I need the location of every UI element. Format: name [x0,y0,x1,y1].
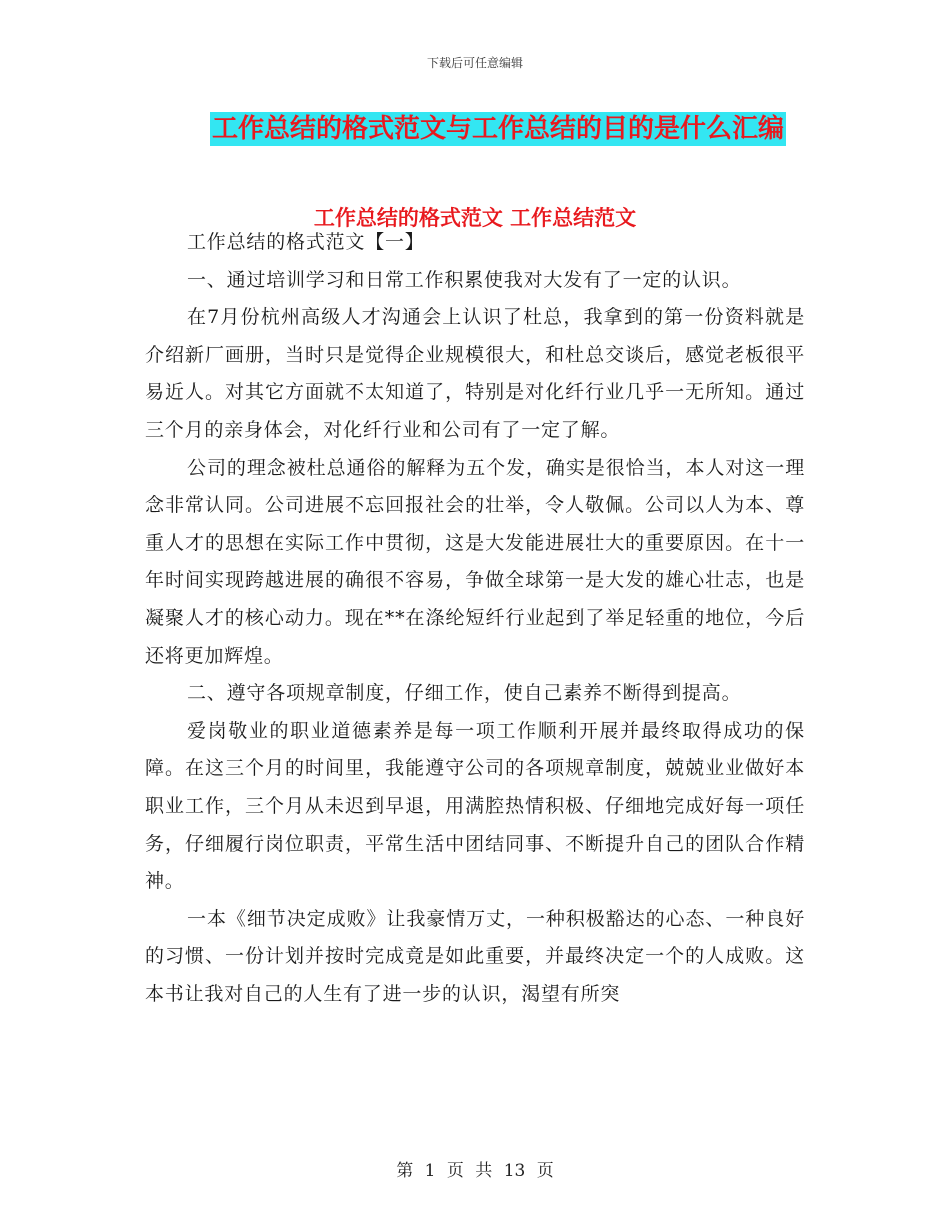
body-paragraph: 爱岗敬业的职业道德素养是每一项工作顺利开展并最终取得成功的保障。在这三个月的时间里，我能遵守公司的各项规章制度，兢兢业业做好本职业工作，三个月从未迟到早退，用满腔热情积极、仔细地完成好每一项任务，仔细履行岗位职责，平常生活中团结同事、不断提升自己的团队合作精神。 [145,719,805,893]
paragraph-point-two: 二、遵守各项规章制度，仔细工作，使自己素养不断得到提高。 [187,682,742,705]
title-container [0,112,950,146]
body-paragraph: 公司的理念被杜总通俗的解释为五个发，确实是很恰当，本人对这一理念非常认同。公司进展不忘回报社会的壮举，令人敬佩。公司以人为本、尊重人才的思想在实际工作中贯彻，这是大发能进展壮大的重要原因。在十一年时间实现跨越进展的确很不容易，争做全球第一是大发的雄心壮志，也是凝聚人才的核心动力。现在**在涤纶短纤行业起到了举足轻重的地位，今后还将更加辉煌。 [145,456,805,667]
paragraph-section-heading: 工作总结的格式范文【一】 [187,231,425,253]
document-body [145,224,805,1013]
body-paragraph: 一本《细节决定成败》让我豪情万丈，一种积极豁达的心态、一种良好的习惯、一份计划并按时完成竟是如此重要，并最终决定一个的人成败。这本书让我对自己的人生有了进一步的认识，渴望有所突 [145,907,805,1005]
page-number: 第 1 页 共 13 页 [396,1161,554,1181]
document-subtitle: 工作总结的格式范文 工作总结范文 [313,205,637,230]
body-paragraph: 在7月份杭州高级人才沟通会上认识了杜总，我拿到的第一份资料就是介绍新厂画册，当时只是觉得企业规模很大，和杜总交谈后，感觉老板很平易近人。对其它方面就不太知道了，特别是对化纤行业几乎一无所知。通过三个月的亲身体会，对化纤行业和公司有了一定了解。 [145,306,805,441]
page-header-note: 下载后可任意编辑 [426,56,523,70]
paragraph-point-one: 一、通过培训学习和日常工作积累使我对大发有了一定的认识。 [187,268,742,291]
document-title: 工作总结的格式范文与工作总结的目的是什么汇编 [211,114,784,144]
